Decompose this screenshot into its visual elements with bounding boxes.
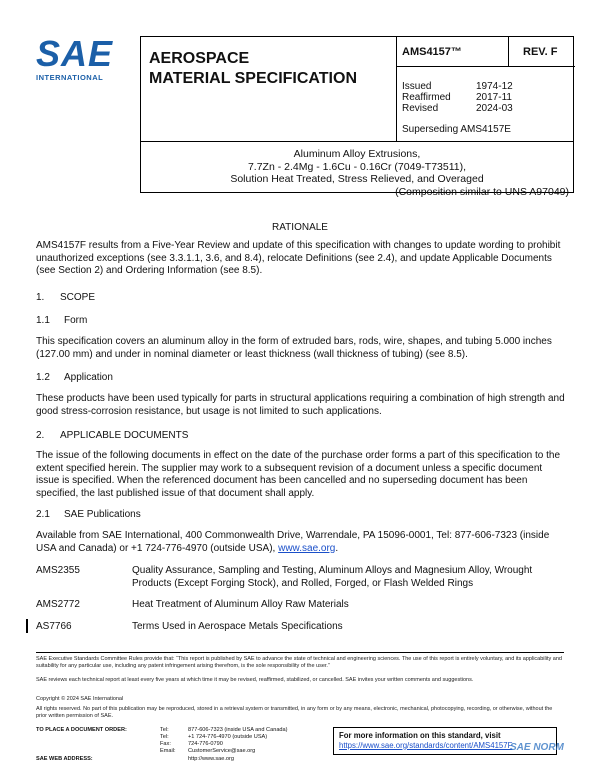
section-1-1-heading — [36, 315, 87, 326]
section-1-heading — [36, 292, 95, 303]
section-2-1-text — [36, 530, 566, 555]
subject-line3: Solution Heat Treated, Stress Relieved, and Overaged — [230, 173, 484, 185]
section-title: Form — [64, 315, 88, 326]
section-1-1-text: This specification covers an aluminum alloy in the form of extruded bars, rods, wire, shapes, and tubing 5.000 inches (127.00 mm) and under in nominal diameter or least thickness (wall thickness of tubing) (see 8.5). — [36, 336, 552, 360]
section-title: APPLICABLE DOCUMENTS — [60, 430, 189, 441]
section-title: SAE Publications — [64, 509, 141, 520]
contact-value: 724-776-0790 — [188, 741, 223, 747]
logo-wordmark: SAE — [36, 33, 114, 74]
sae-website-link[interactable]: www.sae.org — [278, 542, 336, 554]
logo-subtitle: INTERNATIONAL — [36, 73, 104, 82]
change-bar — [26, 619, 28, 633]
reference-desc: Quality Assurance, Sampling and Testing, Aluminum Alloys and Magnesium Alloy, Wrought Products (Except Forging Stock), and Rolled, Forged, or Flash Welded Rings — [132, 565, 533, 589]
watermark-logo: SAE NORM — [510, 742, 564, 753]
reference-row — [36, 621, 576, 635]
spec-title — [141, 37, 397, 141]
date-value: 2017-11 — [476, 92, 512, 103]
date-label: Revised — [402, 103, 439, 114]
date-value: 2024-03 — [476, 103, 513, 114]
subject-line1: Aluminum Alloy Extrusions, — [293, 148, 421, 160]
link-suffix: . — [335, 542, 339, 554]
reference-desc: Terms Used in Aerospace Metals Specifications — [132, 621, 343, 632]
reference-code: AMS2772 — [36, 599, 80, 610]
doc-number: AMS4157™ — [397, 37, 509, 66]
section-1-2-text: These products have been used typically for parts in structural applications requiring a combination of high strength and good stress-corrosion resistance, but usage is not limited to such applications. — [36, 393, 565, 417]
standard-url-link[interactable]: https://www.sae.org/standards/content/AMS4157F — [339, 740, 513, 750]
contact-email-link[interactable]: CustomerService@sae.org — [188, 748, 256, 754]
subject-line4: (Composition similar to UNS A97049) — [395, 185, 569, 198]
rationale-text: AMS4157F results from a Five-Year Review and update of this specification with changes to update wording to prohibit unauthorized exceptions (see 3.3.1.1, 3.6, and 8.4), relocate Definitions (see 2.4), and update Applicable Documents (see Section 2) and Ordering Information (see 8.5). — [36, 240, 561, 276]
date-block — [397, 67, 575, 141]
reference-code: AS7766 — [36, 621, 72, 632]
web-label: SAE WEB ADDRESS: — [36, 756, 93, 762]
more-info-title: For more information on this standard, visit — [339, 731, 501, 740]
contact-type: Tel: — [160, 734, 169, 740]
order-label: TO PLACE A DOCUMENT ORDER: — [36, 727, 127, 733]
date-label: Issued — [402, 81, 432, 92]
spec-title-line1: AEROSPACE — [149, 50, 250, 67]
date-label: Reaffirmed — [402, 92, 451, 103]
reference-row — [36, 599, 576, 613]
footer-copyright: Copyright © 2024 SAE International — [36, 696, 124, 702]
spec-header-box — [140, 36, 574, 198]
date-value: 1974-12 — [476, 81, 513, 92]
superseding-note: Superseding AMS4157E — [402, 124, 511, 135]
footer-review-note: SAE reviews each technical report at least every five years at which time it may be revised, reaffirmed, stabilized, or cancelled. SAE invites your written comments and suggestions. — [36, 677, 474, 683]
section-1-2-heading — [36, 372, 113, 383]
section-number: 2.1 — [36, 509, 50, 520]
spec-title-line2: MATERIAL SPECIFICATION — [149, 70, 357, 87]
footer-rights: All rights reserved. No part of this publication may be reproduced, stored in a retrieval system or transmitted, in any form or by any means, electronic, mechanical, photocopying, recording, or otherwise, without the prior written permission of SAE. — [36, 706, 553, 719]
contact-type: Fax: — [160, 741, 171, 747]
footer-disclaimer: SAE Executive Standards Committee Rules provide that: “This report is published by SAE to advance the state of technical and engineering sciences. The use of this report is entirely voluntary, and its applicability and suitability for any particular use, including any patent infringement arising therefrom, is the sole responsibility of the user.” — [36, 656, 562, 669]
section-title: Application — [64, 372, 113, 383]
section-2-heading — [36, 430, 188, 441]
contact-type: Email: — [160, 748, 176, 754]
spec-subject — [141, 141, 573, 198]
subject-line2: 7.7Zn - 2.4Mg - 1.6Cu - 0.16Cr (7049-T73511), — [247, 160, 467, 173]
contact-value: +1 724-776-4970 (outside USA) — [188, 734, 268, 740]
rationale-heading: RATIONALE — [272, 222, 328, 233]
reference-row — [36, 565, 576, 591]
section-number: 1. — [36, 292, 45, 303]
section-number: 1.2 — [36, 372, 50, 383]
publisher-info: Available from SAE International, 400 Commonwealth Drive, Warrendale, PA 15096-0001, Tel: 877-606-7323 (inside USA and Canada) or +1 724-776-4970 (outside USA), — [36, 530, 550, 554]
web-address-link[interactable]: http://www.sae.org — [188, 756, 235, 762]
reference-code: AMS2355 — [36, 565, 80, 576]
contact-type: Tel: — [160, 727, 169, 733]
section-number: 2. — [36, 430, 45, 441]
sae-logo — [36, 33, 132, 82]
doc-id-row — [397, 37, 575, 67]
section-number: 1.1 — [36, 315, 50, 326]
section-2-1-heading — [36, 509, 141, 520]
section-2-text: The issue of the following documents in effect on the date of the purchase order forms a part of this specification to the extent specified herein. The supplier may work to a subsequent revision of a document unless a specific document issue is specified. When the referenced document has been cancelled and no superseding document has been specified, the last published issue of that document shall apply. — [36, 450, 561, 499]
revision: REV. F — [523, 46, 558, 58]
footer-divider — [36, 652, 564, 653]
reference-desc: Heat Treatment of Aluminum Alloy Raw Materials — [132, 599, 349, 610]
section-title: SCOPE — [60, 292, 96, 303]
contact-value: 877-606-7323 (inside USA and Canada) — [188, 727, 288, 733]
